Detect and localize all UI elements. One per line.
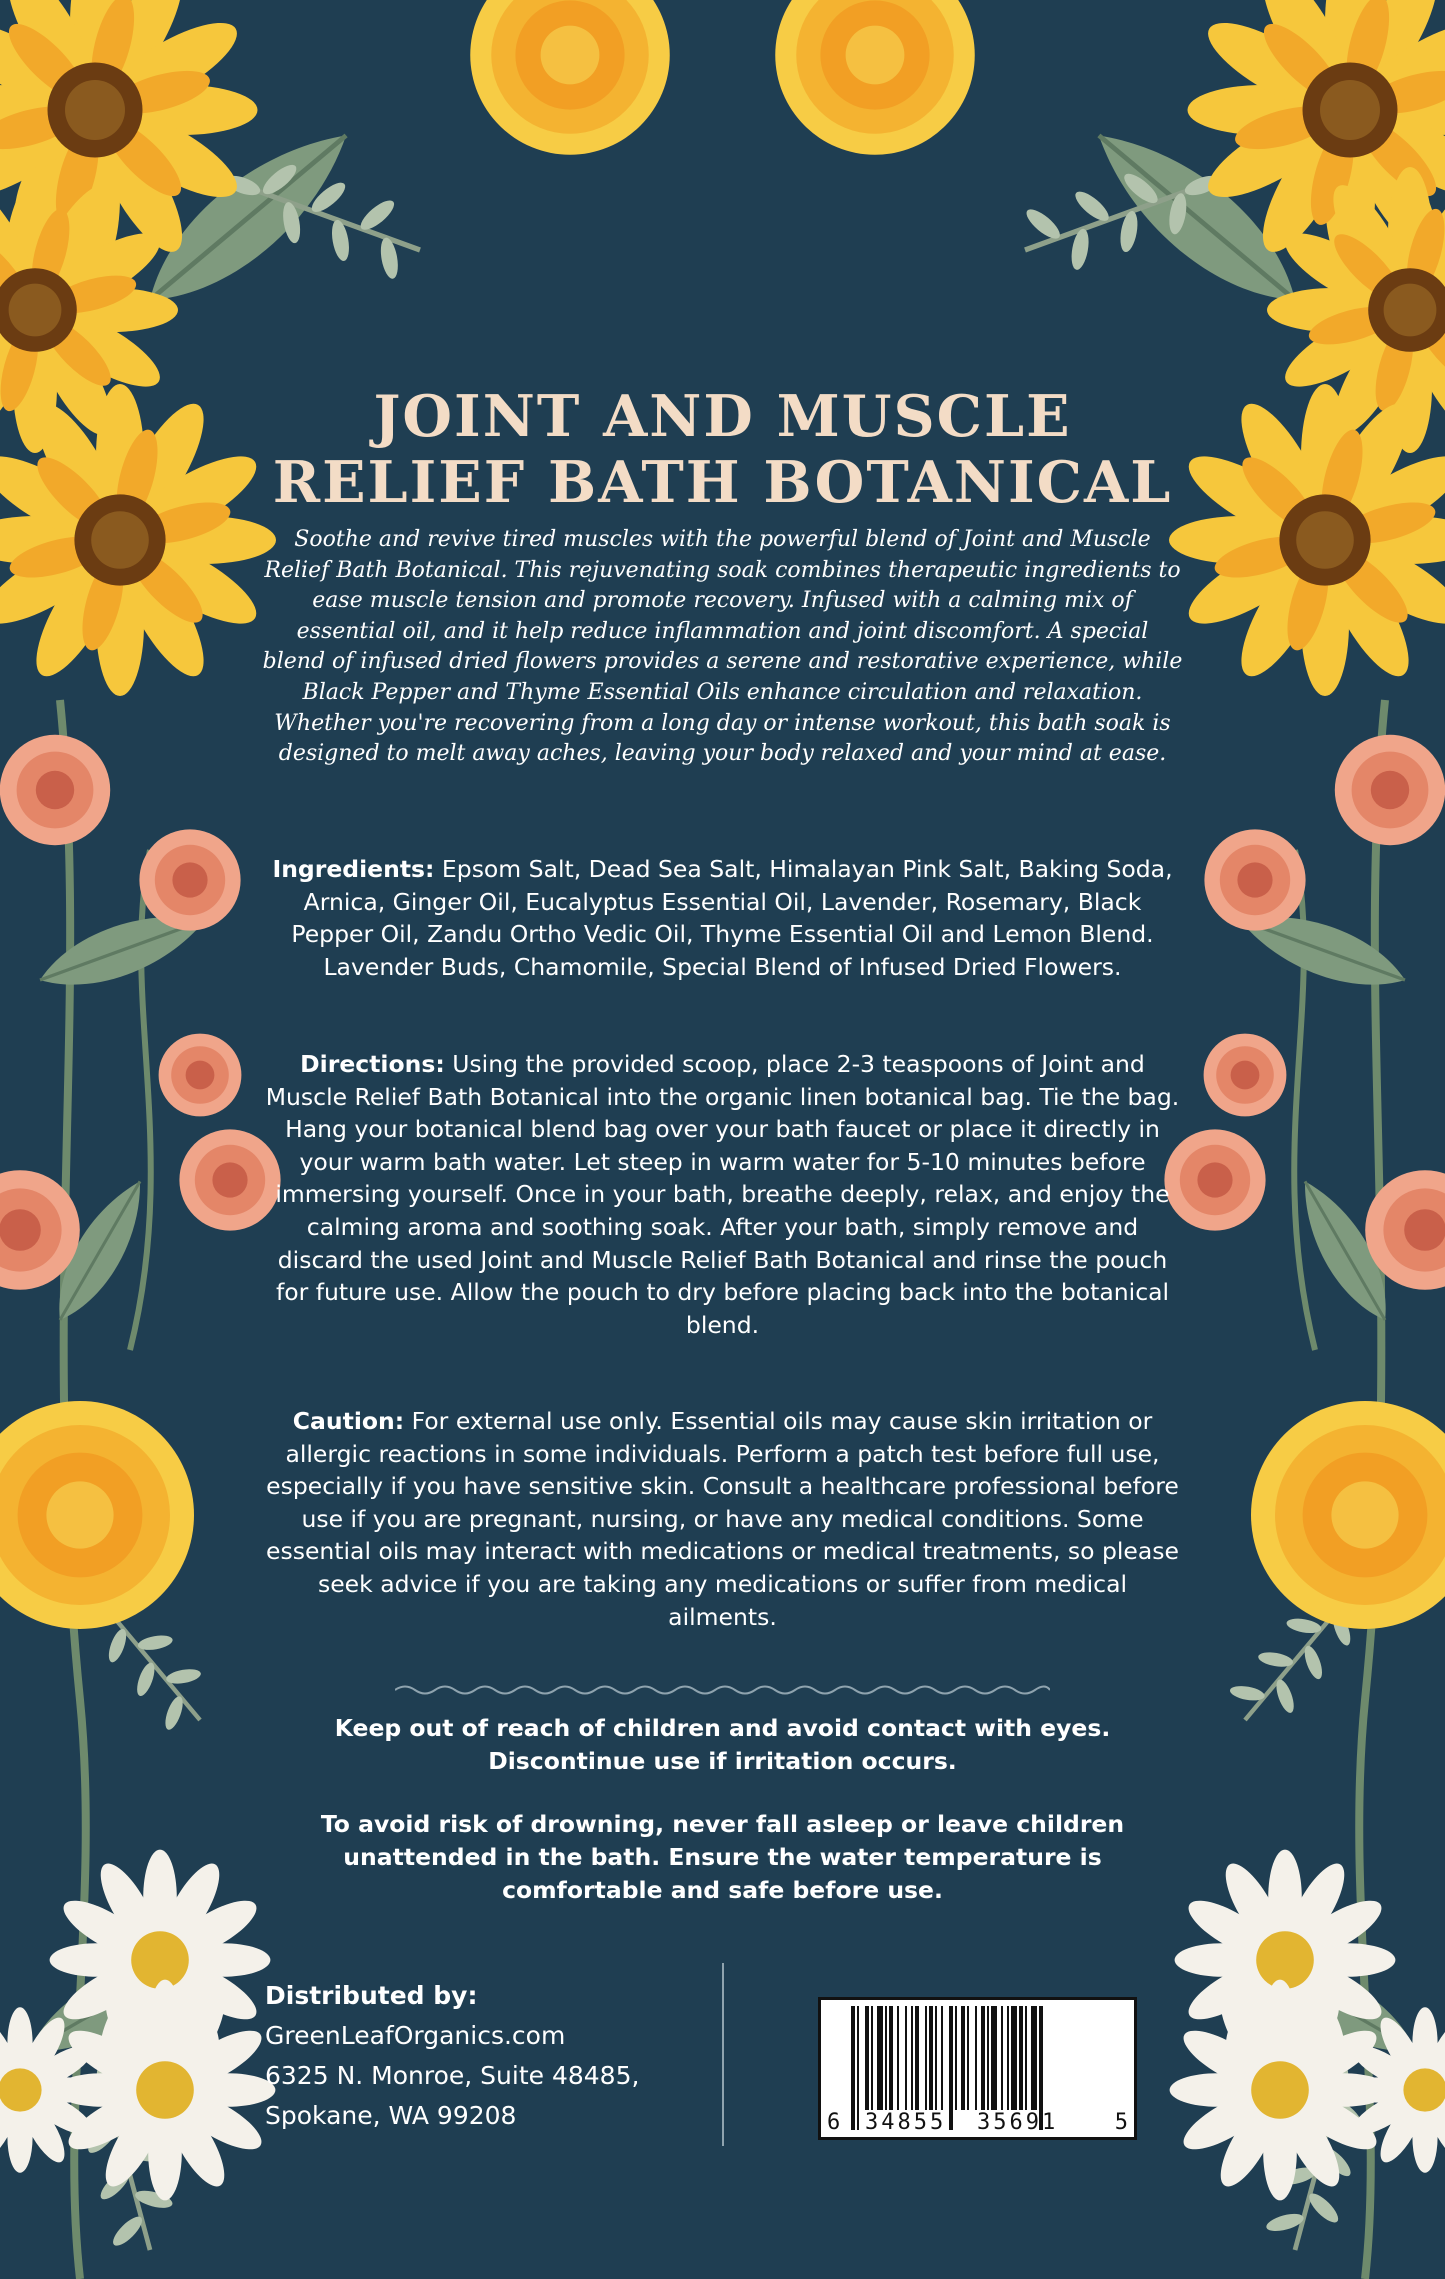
barcode-bar (981, 2006, 985, 2110)
barcode-bar (915, 2006, 919, 2110)
barcode-bar (911, 2006, 913, 2110)
barcode-bar (967, 2006, 969, 2110)
barcode-bar (935, 2006, 937, 2110)
barcode-digit-first: 6 (827, 2110, 841, 2135)
barcode-bar (857, 2006, 859, 2130)
barcode-digit-last: 5 (1114, 2110, 1128, 2135)
barcode-bar (865, 2006, 869, 2110)
barcode-bar (871, 2006, 873, 2110)
children-warning: Keep out of reach of children and avoid contact with eyes. Discontinue use if irritation occurs. (334, 1714, 1111, 1775)
barcode-digits-left: 34855 (865, 2110, 947, 2135)
barcode-bar (897, 2006, 899, 2110)
barcode-bar (987, 2006, 989, 2110)
distributor-website: GreenLeafOrganics.com (265, 2021, 566, 2050)
caution-text: For external use only. Essential oils may cause skin irritation or allergic reactions in some individuals. Perform a patch test before full use, especially if you have sensitive skin. Consult a healthcare professional before use if you are pregnant, nursing, or have any medical conditions. Some essential oils may interact with medications or medical treatments, so please seek advice if you are taking any medications or suffer from medical ailments. (266, 1407, 1179, 1631)
barcode-bar (889, 2006, 893, 2110)
barcode-bar (929, 2006, 933, 2110)
barcode-bar (1011, 2006, 1017, 2110)
ingredients-section (262, 853, 1183, 983)
ingredients-text: Epsom Salt, Dead Sea Salt, Himalayan Pink Salt, Baking Soda, Arnica, Ginger Oil, Eucalyptus Essential Oil, Lavender, Rosemary, Black Pepper Oil, Zandu Ortho Vedic Oil, Thyme Essential Oil and Lemon Blend. Lavender Buds, Chamomile, Special Blend of Infused Dried Flowers. (291, 855, 1173, 981)
directions-label: Directions: (300, 1050, 445, 1078)
barcode-bar (1007, 2006, 1009, 2110)
caution-label: Caution: (292, 1407, 405, 1435)
barcode-digits-right: 35691 (977, 2110, 1059, 2135)
distributor-address-line-1: 6325 N. Monroe, Suite 48485, (265, 2061, 640, 2090)
barcode-bar (1019, 2006, 1023, 2110)
distributor-heading: Distributed by: (265, 1981, 478, 2010)
barcode-bar (975, 2006, 977, 2110)
barcode-bar (941, 2006, 943, 2110)
barcode-bar (851, 2006, 855, 2130)
product-description: Soothe and revive tired muscles with the powerful blend of Joint and Muscle Relief Bath Botanical. This rejuvenating soak combines therapeutic ingredients to ease muscle tension and promote recovery. Infused with a calming mix of essential oil, and it help reduce inflammation and joint discomfort. A special blend of infused dried flowers provides a serene and restorative experience, while Black Pepper and Thyme Essential Oils enhance circulation and relaxation. Whether you're recovering from a long day or intense workout, this bath soak is designed to melt away aches, leaving your body relaxed and your mind at ease. (262, 527, 1183, 767)
distributor-info (265, 1976, 685, 2136)
upc-barcode (818, 1997, 1137, 2140)
drowning-warning: To avoid risk of drowning, never fall asleep or leave children unattended in the bath. Ensure the water temperature is comfortable and safe before use. (320, 1810, 1125, 1904)
barcode-bar (925, 2006, 927, 2110)
barcode-bar (877, 2006, 883, 2110)
barcode-bar (1025, 2006, 1027, 2110)
directions-text: Using the provided scoop, place 2-3 teaspoons of Joint and Muscle Relief Bath Botanical into the organic linen botanical bag. Tie the bag. Hang your botanical blend bag over your bath faucet or place it directly in your warm bath water. Let steep in warm water for 5-10 minutes before immersing yourself. Once in your bath, breathe deeply, relax, and enjoy the calming aroma and soothing soak. After your bath, simply remove and discard the used Joint and Muscle Relief Bath Botanical and rinse the pouch for future use. Allow the pouch to dry before placing back into the botanical blend. (265, 1050, 1180, 1339)
barcode-bar (905, 2006, 907, 2110)
product-title-line-2: RELIEF BATH BOTANICAL (272, 449, 1173, 516)
barcode-bar (1031, 2006, 1037, 2110)
caution-section (262, 1405, 1183, 1633)
barcode-bar (991, 2006, 997, 2110)
product-title-line-1: JOINT AND MUSCLE (373, 383, 1072, 450)
ingredients-label: Ingredients: (272, 855, 435, 883)
barcode-bar (955, 2006, 957, 2110)
distributor-address-line-2: Spokane, WA 99208 (265, 2101, 517, 2130)
barcode-bar (949, 2006, 953, 2130)
barcode-bar (1001, 2006, 1003, 2110)
vertical-divider (722, 1963, 724, 2146)
directions-section (262, 1048, 1183, 1341)
barcode-bar (885, 2006, 887, 2110)
barcode-bar (961, 2006, 965, 2110)
wavy-divider (395, 1683, 1050, 1697)
